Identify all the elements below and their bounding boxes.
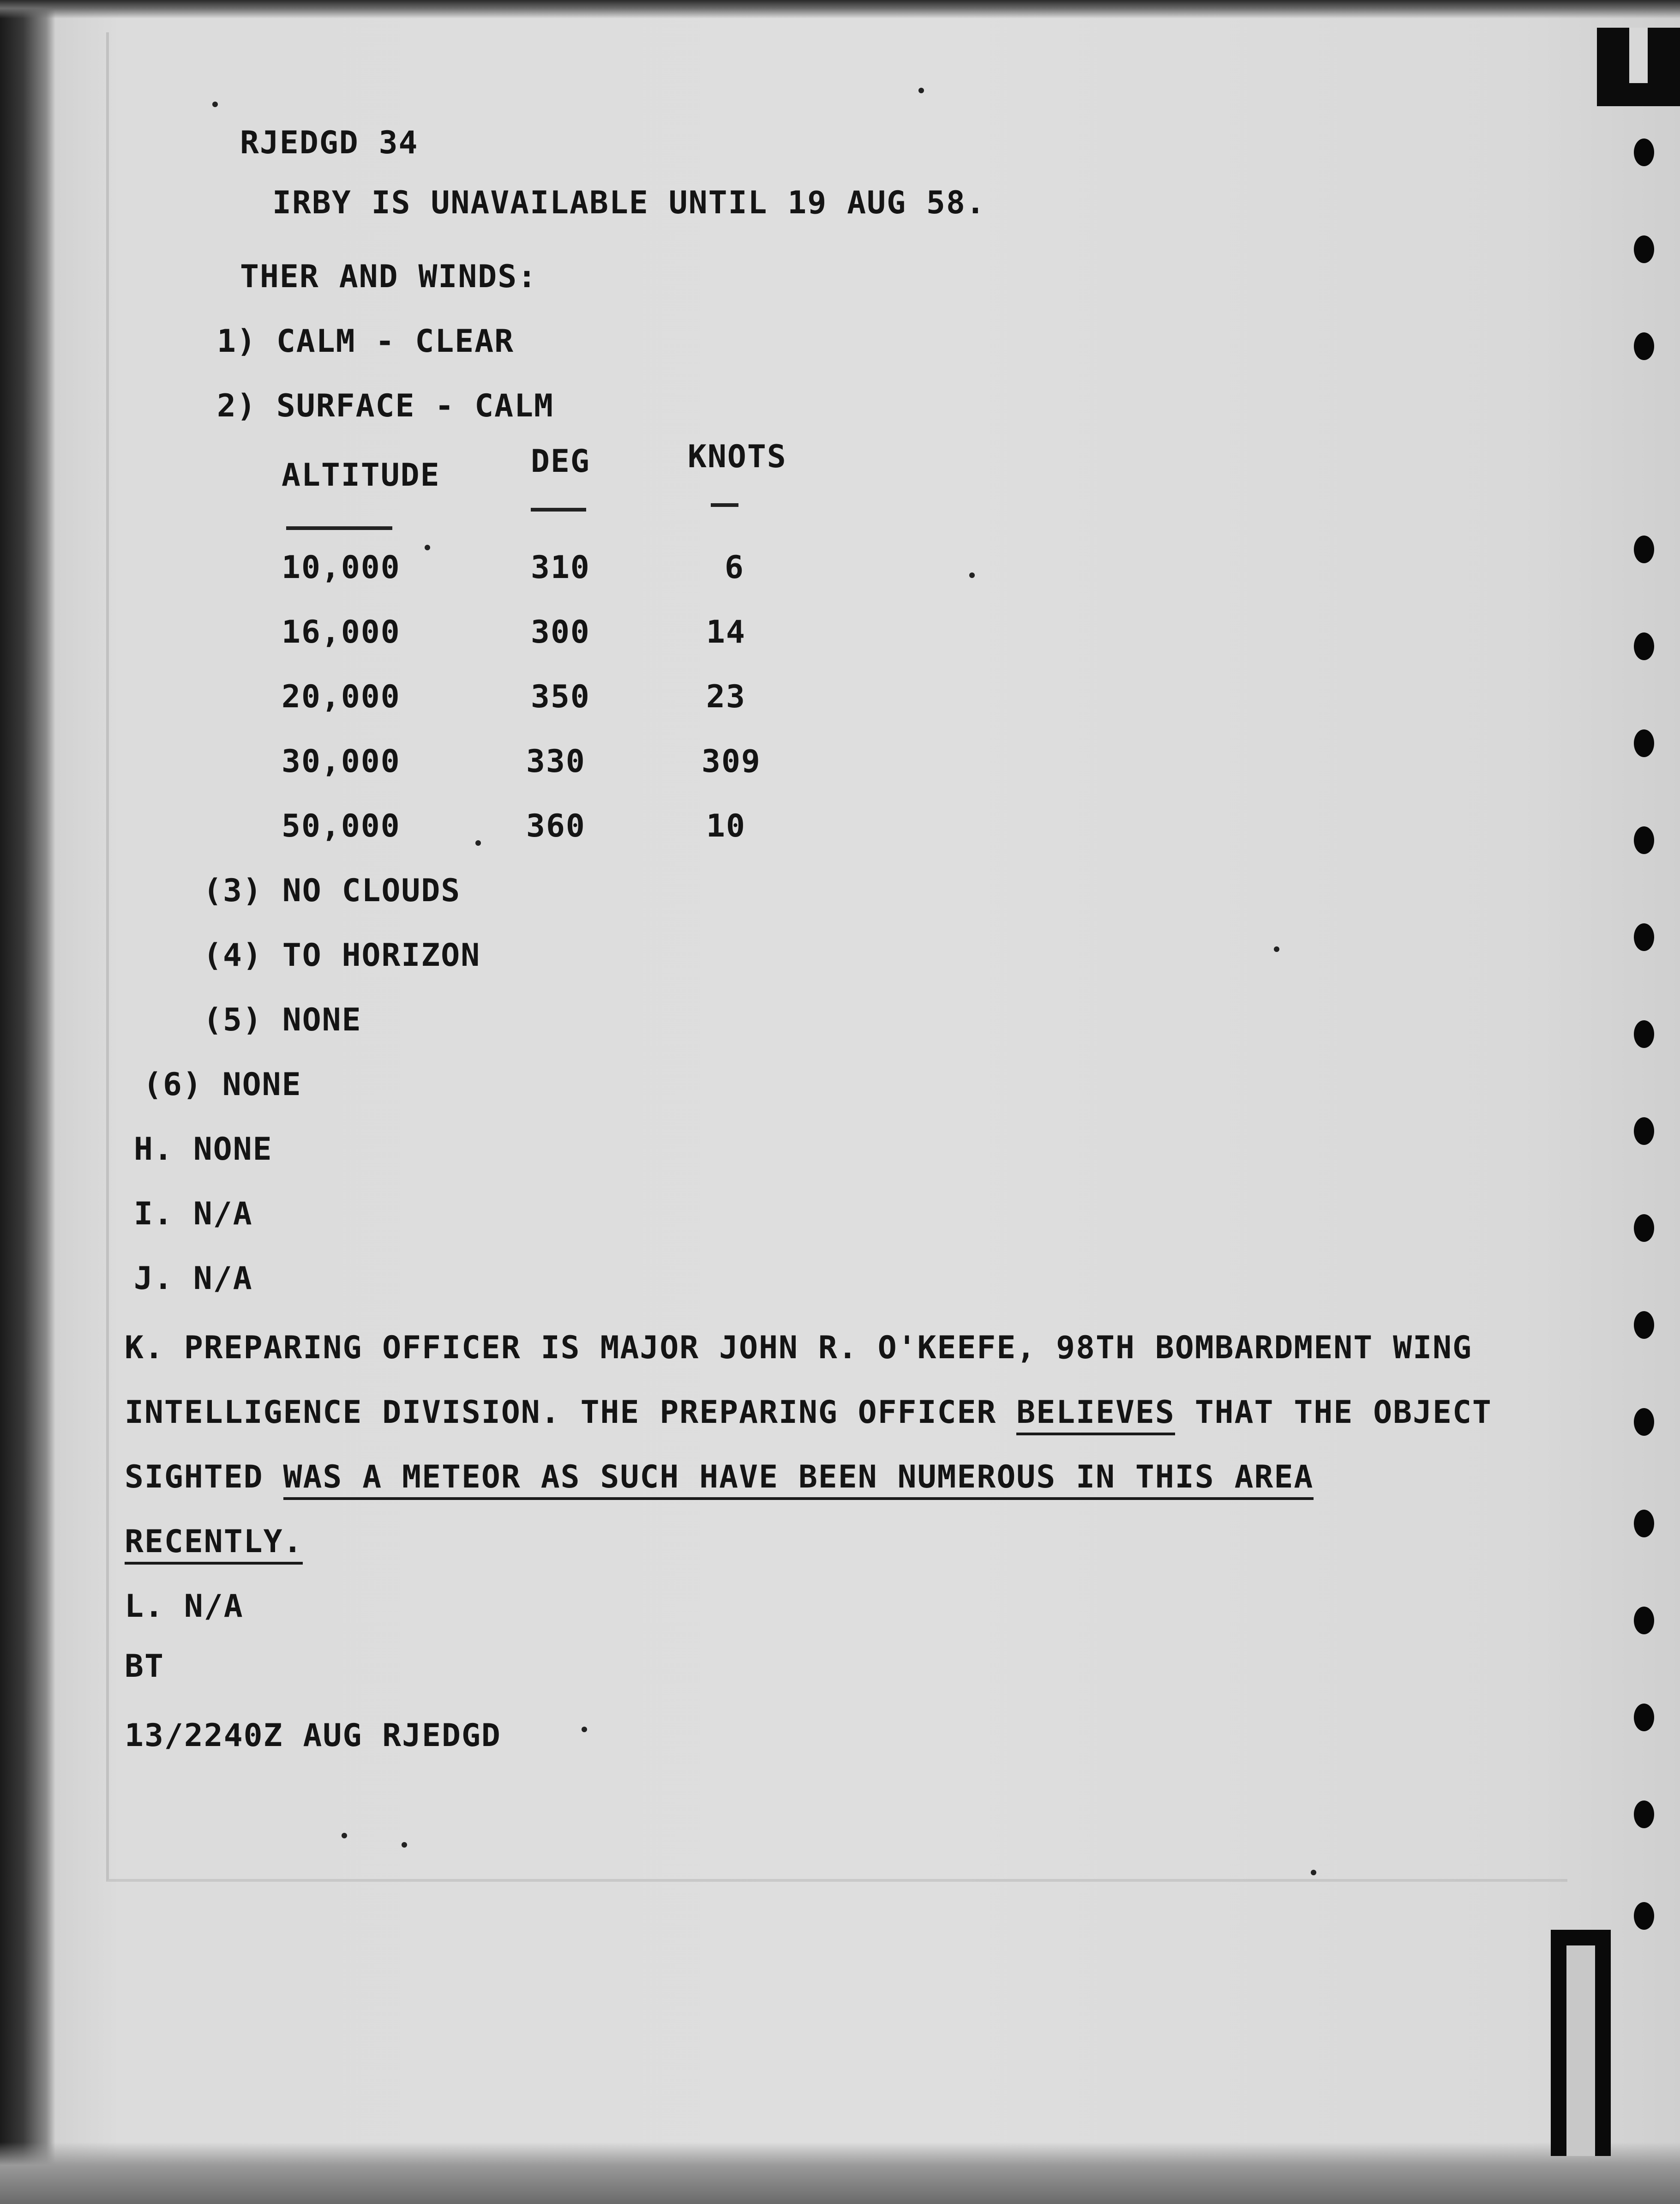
table-cell-altitude: 20,000 [282, 679, 401, 715]
sub-item-3: (3) NO CLOUDS [203, 873, 461, 909]
dust-speck [1274, 946, 1279, 952]
punch-hole [1634, 826, 1654, 854]
table-cell-knots: 309 [702, 743, 761, 780]
header-line-routing: RJEDGD 34 [240, 125, 419, 161]
table-cell-knots: 6 [725, 549, 744, 586]
header-line-availability: IRBY IS UNAVAILABLE UNTIL 19 AUG 58. [272, 185, 986, 221]
dust-speck [475, 840, 481, 846]
frame-marker-top-right [1597, 28, 1680, 106]
item-k-line-1: K. PREPARING OFFICER IS MAJOR JOHN R. O'KEEFE, 98TH BOMBARDMENT WING [125, 1330, 1472, 1366]
dust-speck [582, 1727, 587, 1732]
item-k-text: THAT THE OBJECT [1175, 1394, 1492, 1431]
item-j: J. N/A [134, 1260, 253, 1297]
table-header-underline [286, 526, 392, 530]
punch-hole [1634, 729, 1654, 757]
punch-hole [1634, 1408, 1654, 1436]
scan-left-edge [0, 0, 55, 2204]
table-header-knots: KNOTS [688, 439, 787, 475]
punch-hole [1634, 1510, 1654, 1537]
break-marker: BT [125, 1648, 164, 1685]
dust-speck [969, 572, 975, 578]
table-cell-deg: 300 [531, 614, 590, 650]
punch-hole [1634, 1311, 1654, 1339]
punch-hole [1634, 1801, 1654, 1828]
item-k-text: INTELLIGENCE DIVISION. THE PREPARING OFFICER [125, 1394, 1017, 1431]
dust-speck [1311, 1870, 1316, 1875]
table-cell-altitude: 10,000 [282, 549, 401, 586]
punch-hole [1634, 1607, 1654, 1634]
sub-item-6: (6) NONE [143, 1066, 302, 1103]
table-cell-knots: 14 [706, 614, 746, 650]
table-cell-deg: 360 [526, 808, 586, 844]
underlined-recently: RECENTLY. [125, 1524, 303, 1565]
dust-speck [212, 102, 218, 107]
sub-item-5: (5) NONE [203, 1002, 362, 1038]
dust-speck [402, 1842, 407, 1848]
scan-top-edge [0, 0, 1680, 18]
item-k-line-2 [125, 1394, 1492, 1431]
table-cell-altitude: 16,000 [282, 614, 401, 650]
punch-hole [1634, 536, 1654, 563]
table-header-altitude: ALTITUDE [282, 457, 440, 494]
item-l: L. N/A [125, 1588, 244, 1625]
punch-hole [1634, 1902, 1654, 1930]
frame-marker-bottom-right [1551, 1930, 1611, 2156]
item-k-line-3 [125, 1459, 1314, 1496]
punch-hole [1634, 923, 1654, 951]
dust-speck [918, 88, 924, 93]
item-i: I. N/A [134, 1196, 253, 1232]
condition-item-1: 1) CALM - CLEAR [217, 323, 515, 360]
dust-speck [425, 545, 430, 550]
punch-hole [1634, 1020, 1654, 1048]
punch-hole [1634, 632, 1654, 660]
table-cell-knots: 10 [706, 808, 746, 844]
underlined-meteor-statement: WAS A METEOR AS SUCH HAVE BEEN NUMEROUS IN THIS AREA [283, 1459, 1314, 1500]
sub-item-4: (4) TO HORIZON [203, 937, 481, 974]
item-k-line-4 [125, 1524, 303, 1560]
item-h: H. NONE [134, 1131, 273, 1168]
condition-item-2: 2) SURFACE - CALM [217, 388, 554, 424]
date-time-group: 13/2240Z AUG RJEDGD [125, 1717, 501, 1754]
header-line-weather: THER AND WINDS: [240, 259, 538, 295]
table-cell-altitude: 50,000 [282, 808, 401, 844]
table-cell-altitude: 30,000 [282, 743, 401, 780]
table-header-underline [531, 508, 586, 512]
underlined-believes: BELIEVES [1016, 1394, 1175, 1435]
table-cell-knots: 23 [706, 679, 746, 715]
table-cell-deg: 330 [526, 743, 586, 780]
table-cell-deg: 350 [531, 679, 590, 715]
punch-hole [1634, 235, 1654, 263]
table-header-deg: DEG [531, 443, 590, 480]
punch-hole [1634, 1704, 1654, 1731]
punch-hole [1634, 332, 1654, 360]
item-k-text: SIGHTED [125, 1459, 283, 1495]
punch-hole [1634, 139, 1654, 166]
scan-bottom-edge [0, 2142, 1680, 2204]
table-header-underline [711, 503, 738, 507]
punch-hole [1634, 1117, 1654, 1145]
punch-hole [1634, 1214, 1654, 1242]
table-cell-deg: 310 [531, 549, 590, 586]
dust-speck [342, 1833, 347, 1838]
